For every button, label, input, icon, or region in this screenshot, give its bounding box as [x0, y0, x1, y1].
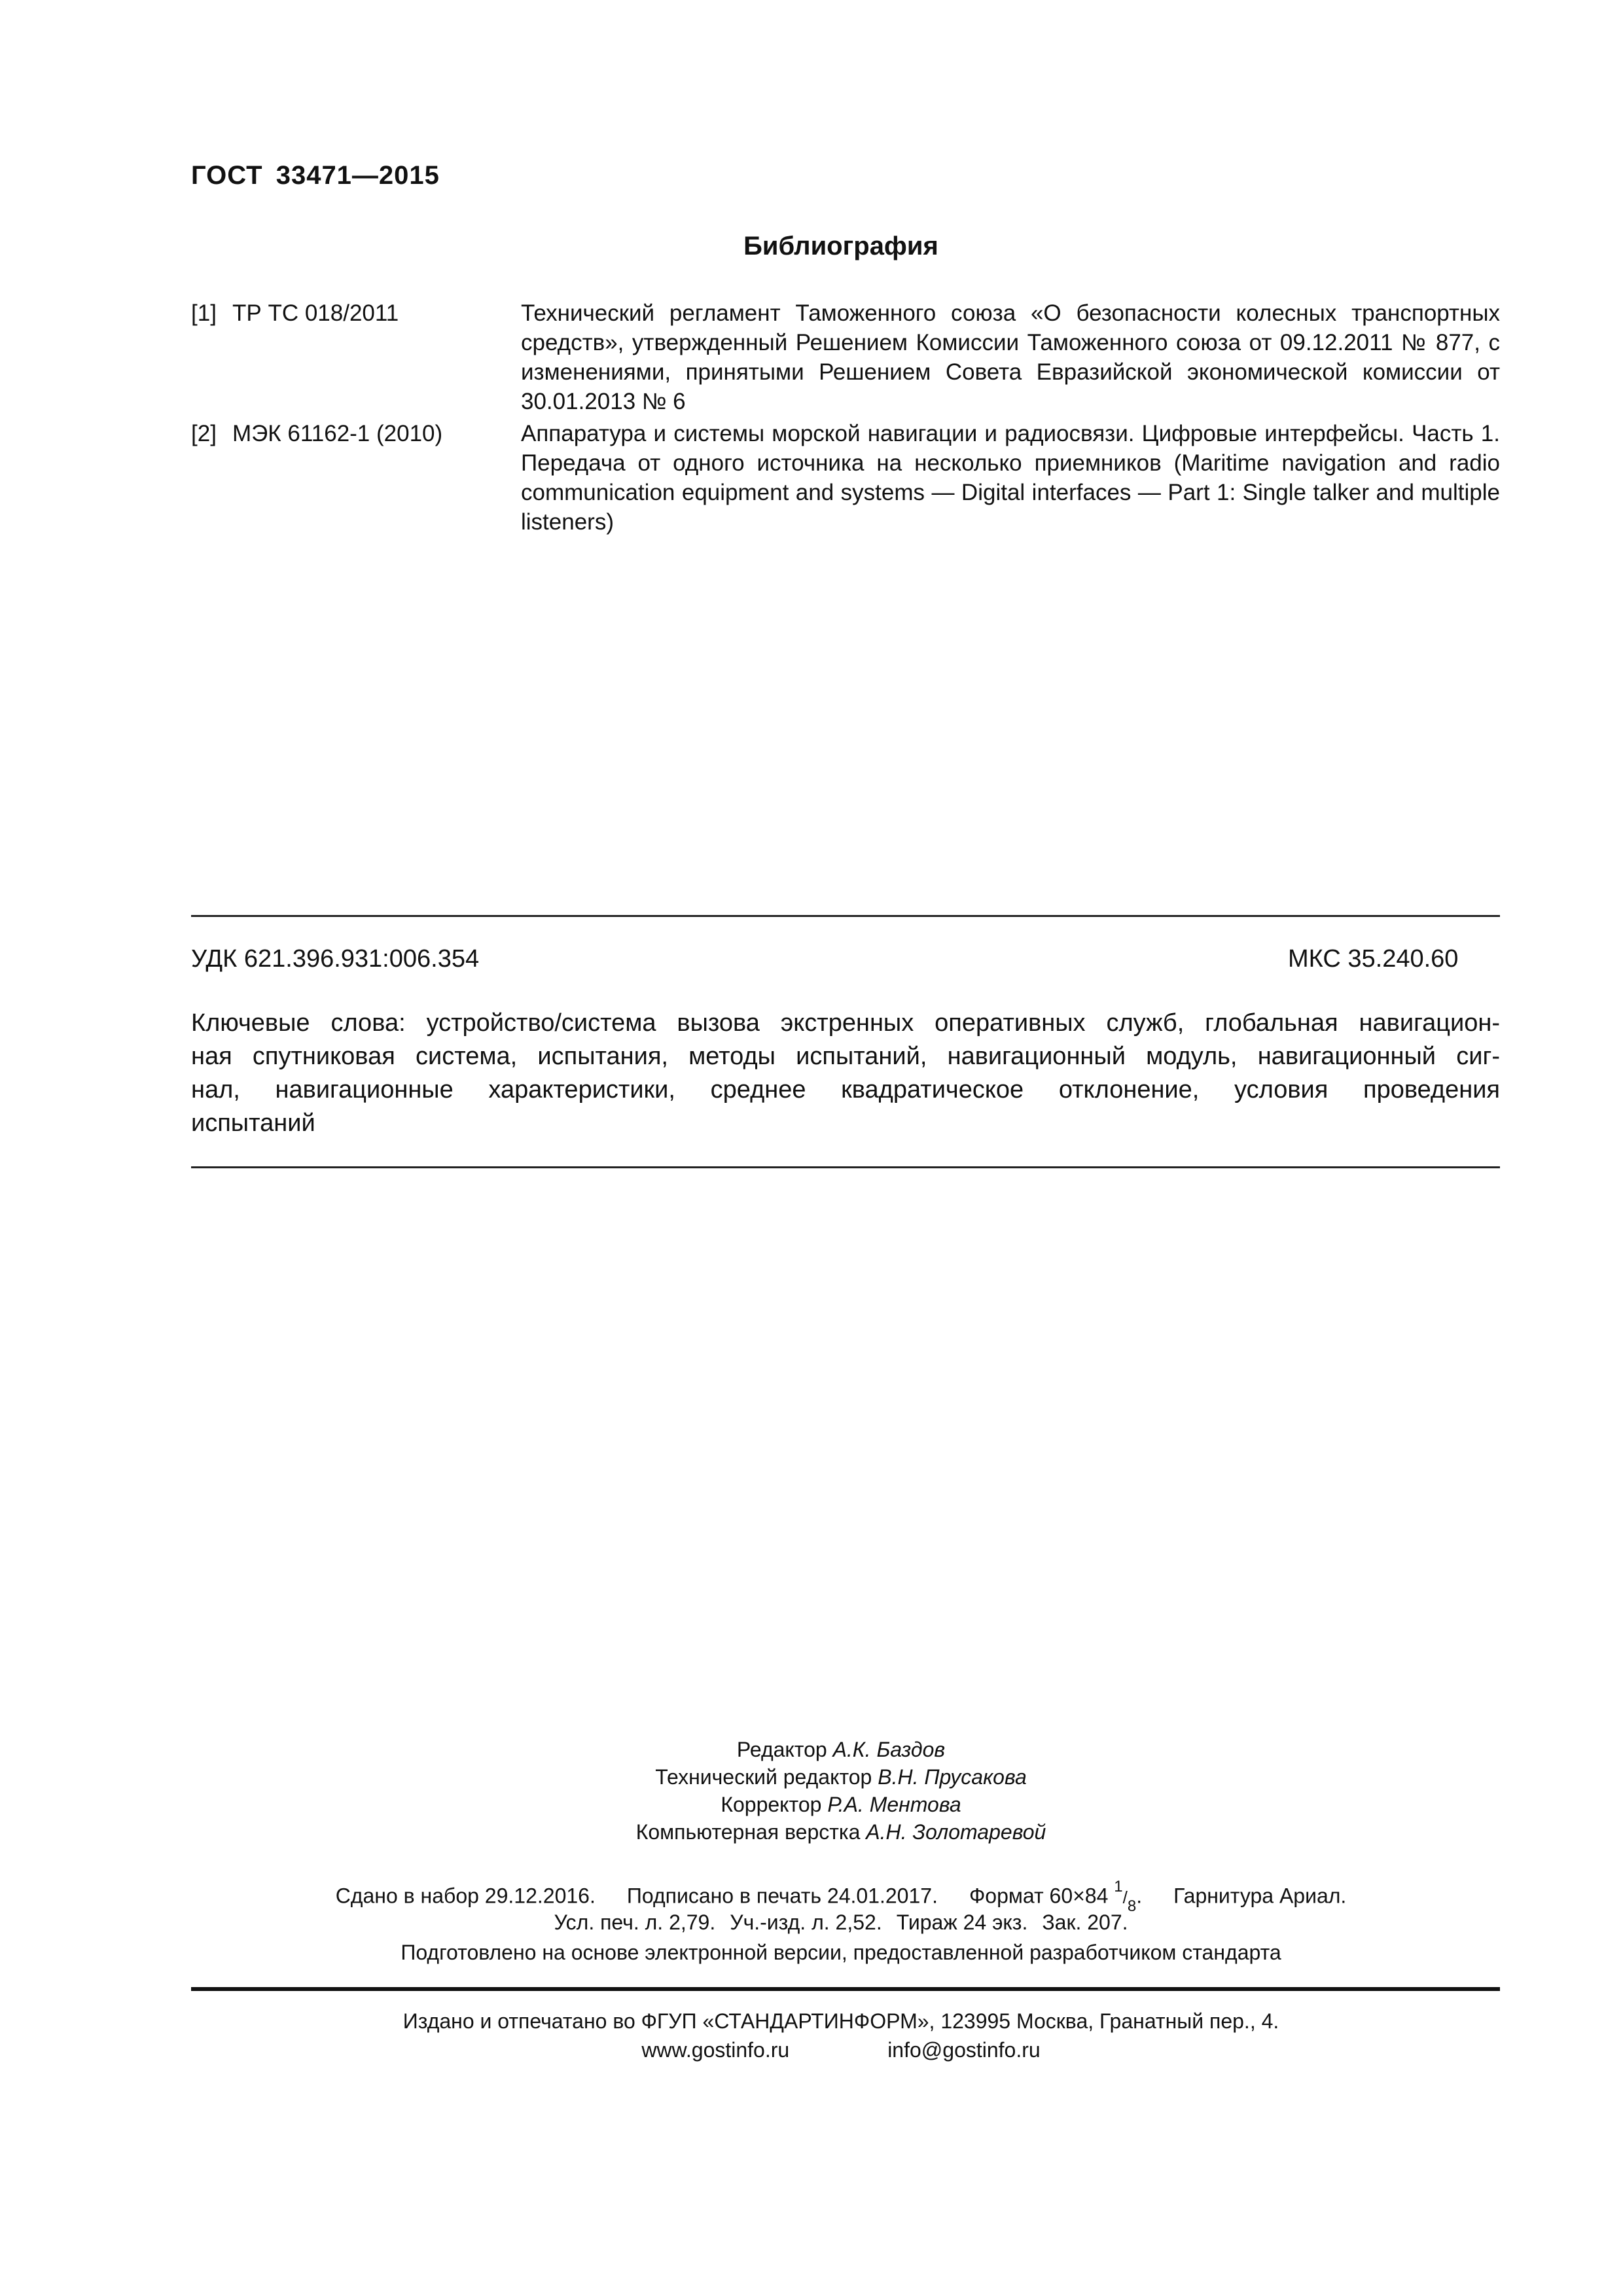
publisher-line: Издано и отпечатано во ФГУП «СТАНДАРТИНФОРМ», 123995 Москва, Гранатный пер., 4.	[402, 2009, 1279, 2033]
credit-role: Компьютерная верстка	[635, 1820, 861, 1844]
publisher-block	[0, 2007, 1623, 2064]
imprint-print-sheets: Усл. печ. л. 2,79.	[554, 1910, 716, 1934]
credit-line	[0, 1818, 1623, 1846]
publisher-site-link[interactable]: www.gostinfo.ru	[641, 2038, 790, 2062]
reference-number: [2]	[191, 421, 217, 446]
reference-code: ТР ТС 018/2011	[232, 300, 399, 326]
publisher-email-link[interactable]: info@gostinfo.ru	[887, 2038, 1041, 2062]
reference-number: [1]	[191, 300, 217, 326]
imprint-sent: Сдано в набор 29.12.2016.	[335, 1884, 596, 1908]
publisher-contacts	[0, 2036, 1623, 2064]
mks-code: МКС 35.240.60	[1288, 945, 1459, 973]
imprint-pub-sheets: Уч.-изд. л. 2,52.	[730, 1910, 882, 1934]
credit-name: А.Н. Золотаревой	[866, 1820, 1046, 1844]
keywords-line: нал, навигационные характеристики, среднее квадратическое отклонение, условия проведения	[191, 1076, 1500, 1103]
credit-line	[0, 1736, 1623, 1763]
credit-line	[0, 1763, 1623, 1791]
format-end: .	[1136, 1884, 1143, 1908]
reference-code: МЭК 61162-1 (2010)	[232, 421, 443, 446]
keywords-block	[191, 1007, 1500, 1140]
divider-top	[191, 915, 1500, 917]
format-denominator: 8	[1127, 1897, 1137, 1915]
keywords-line: испытаний	[191, 1109, 315, 1137]
format-fraction: $^1/_8$	[1114, 1878, 1137, 1915]
credit-name: Р.А. Ментова	[827, 1793, 961, 1816]
divider-bottom	[191, 1987, 1500, 1991]
imprint-signed: Подписано в печать 24.01.2017.	[626, 1884, 938, 1908]
credit-name: А.К. Баздов	[832, 1738, 946, 1761]
document-id: ГОСТ 33471—2015	[191, 161, 440, 190]
divider-middle	[191, 1166, 1500, 1168]
imprint-typeface: Гарнитура Ариал.	[1173, 1884, 1347, 1908]
keywords-line: ная спутниковая система, испытания, методы испытаний, навигационный модуль, навигационный сиг-	[191, 1043, 1500, 1070]
imprint-line-3: Подготовлено на основе электронной версии, предоставленной разработчиком стандарта	[401, 1941, 1281, 1964]
reference-text: Технический регламент Таможенного союза «О безопасности колесных транспортных средств», утвержденный Решением Комиссии Таможенного союза от 09.12.2011 № 877, с изменениями, принятыми Решением Совета Евразийской экономической комиссии от 30.01.2013 № 6	[521, 300, 1500, 414]
credit-role: Корректор	[721, 1793, 822, 1816]
credits-block	[0, 1736, 1623, 1846]
imprint-run: Тираж 24 экз.	[896, 1910, 1028, 1934]
keywords-line: Ключевые слова: устройство/система вызова экстренных оперативных служб, глобальная навигацион-	[191, 1009, 1500, 1037]
imprint-format: Формат 60×84	[969, 1884, 1109, 1908]
credit-role: Редактор	[736, 1738, 827, 1761]
reference-text: Аппаратура и системы морской навигации и радиосвязи. Цифровые интерфейсы. Часть 1. Передача от одного источника на несколько приемников (Maritime navigation and radio communication equipment and systems — Digital interfaces — Part 1: Single talker and multiple listeners)	[521, 421, 1500, 535]
format-numerator: 1	[1114, 1878, 1123, 1895]
udk-code: УДК 621.396.931:006.354	[191, 945, 480, 973]
credit-name: В.Н. Прусакова	[878, 1765, 1027, 1789]
credit-role: Технический редактор	[655, 1765, 872, 1789]
imprint-line-2	[0, 1909, 1623, 1936]
credit-line	[0, 1791, 1623, 1818]
imprint-order: Зак. 207.	[1042, 1910, 1128, 1934]
bibliography-title: Библиография	[743, 232, 938, 260]
